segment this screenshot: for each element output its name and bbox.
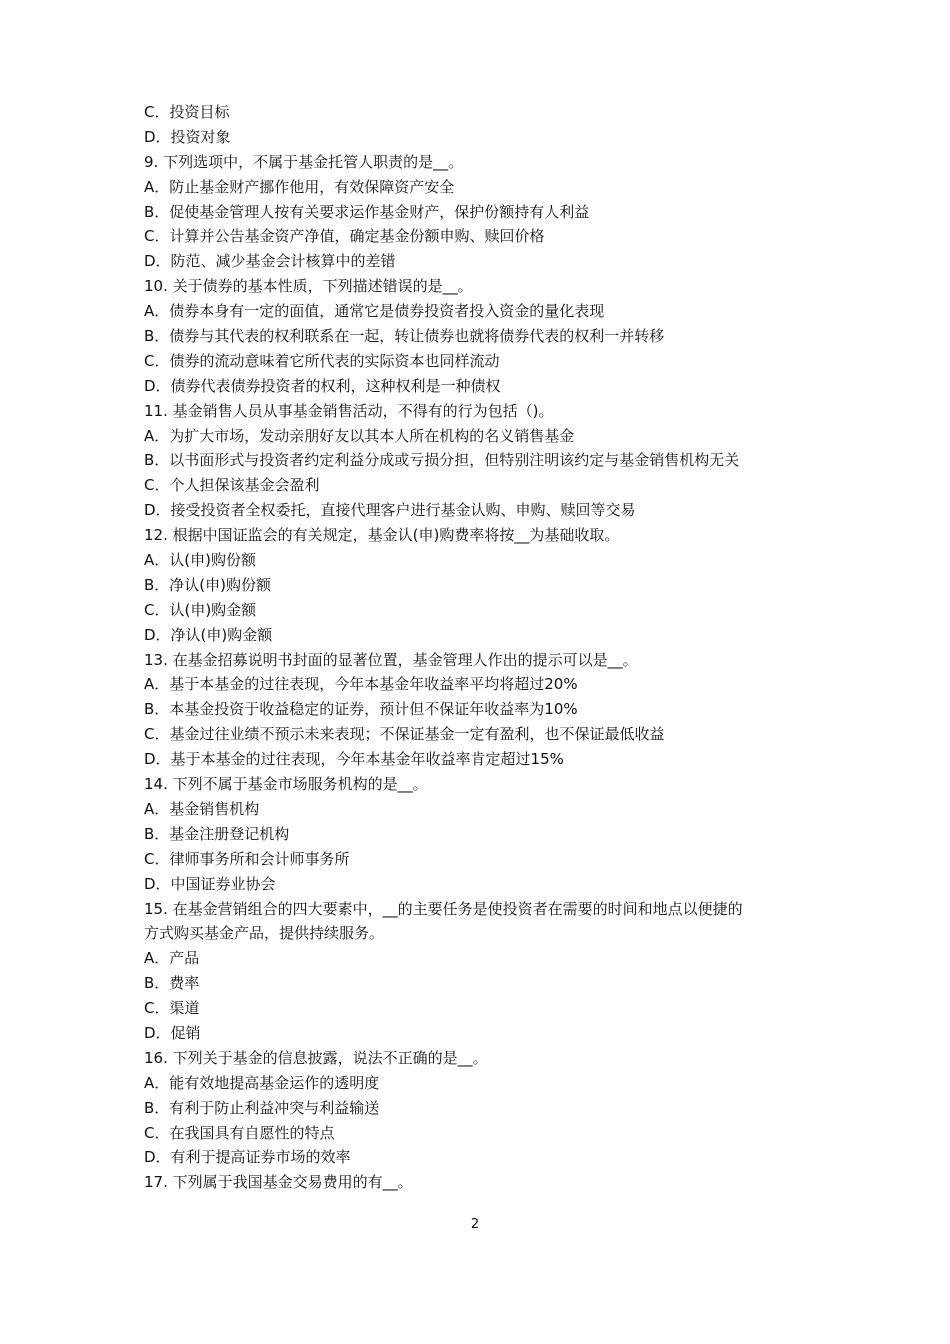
question-line-continued: 方式购买基金产品，提供持续服务。 [144, 924, 385, 943]
text-line: B．费率 [144, 974, 200, 993]
text-line: C．认(申)购金额 [144, 600, 257, 619]
text-line: C．投资目标 [144, 103, 230, 121]
question-line: 9. 下列选项中，不属于基金托管人职责的是__。 [144, 152, 464, 171]
text-line: A．为扩大市场，发动亲朋好友以其本人所在机构的名义销售基金 [144, 426, 575, 445]
question-line: 13. 在基金招募说明书封面的显著位置，基金管理人作出的提示可以是__。 [144, 650, 638, 669]
text-line: B．基金注册登记机构 [144, 824, 290, 843]
text-line: D．接受投资者全权委托，直接代理客户进行基金认购、申购、赎回等交易 [144, 501, 636, 520]
text-line: D．中国证券业协会 [144, 874, 276, 893]
text-line: A．债券本身有一定的面值，通常它是债券投资者投入资金的量化表现 [144, 302, 605, 321]
text-line: A．能有效地提高基金运作的透明度 [144, 1073, 380, 1092]
text-line: B．本基金投资于收益稳定的证券，预计但不保证年收益率为10% [144, 700, 578, 719]
text-line: B．净认(申)购份额 [144, 575, 271, 594]
text-line: A．产品 [144, 949, 200, 968]
question-line: 15. 在基金营销组合的四大要素中，__的主要任务是使投资者在需要的时间和地点以便捷的 [144, 899, 743, 918]
question-line: 12. 根据中国证监会的有关规定，基金认(申)购费率将按__为基础收取。 [144, 526, 620, 545]
text-line: D．促销 [144, 1023, 201, 1042]
text-line: B．有利于防止利益冲突与利益输送 [144, 1098, 380, 1117]
question-line: 14. 下列不属于基金市场服务机构的是__。 [144, 775, 428, 794]
text-line: C．个人担保该基金会盈利 [144, 476, 320, 495]
document-body [144, 100, 824, 1195]
text-line: A．防止基金财产挪作他用，有效保障资产安全 [144, 177, 455, 196]
text-line: A．基于本基金的过往表现，今年本基金年收益率平均将超过20% [144, 675, 578, 694]
question-line: 16. 下列关于基金的信息披露，说法不正确的是__。 [144, 1048, 488, 1067]
question-line: 10. 关于债券的基本性质，下列描述错误的是__。 [144, 277, 473, 296]
text-line: C．在我国具有自愿性的特点 [144, 1123, 335, 1142]
text-line: D．有利于提高证券市场的效率 [144, 1148, 351, 1167]
text-line: D．债券代表债券投资者的权利，这种权利是一种债权 [144, 376, 501, 395]
text-line: B．债券与其代表的权利联系在一起，转让债券也就将债券代表的权利一并转移 [144, 327, 665, 346]
question-line: 17. 下列属于我国基金交易费用的有__。 [144, 1173, 413, 1192]
text-line: C．渠道 [144, 999, 200, 1018]
text-line: B．以书面形式与投资者约定利益分成或亏损分担，但特别注明该约定与基金销售机构无关 [144, 451, 740, 470]
text-line: D．净认(申)购金额 [144, 625, 273, 644]
question-line: 11. 基金销售人员从事基金销售活动，不得有的行为包括（)。 [144, 401, 554, 420]
text-line: C．债券的流动意味着它所代表的实际资本也同样流动 [144, 351, 500, 370]
text-line: B．促使基金管理人按有关要求运作基金财产，保护份额持有人利益 [144, 202, 590, 221]
text-line: C．计算并公告基金资产净值，确定基金份额申购、赎回价格 [144, 227, 545, 246]
text-line: D．投资对象 [144, 127, 231, 146]
text-line: C．基金过往业绩不预示未来表现；不保证基金一定有盈利，也不保证最低收益 [144, 725, 665, 744]
text-line: A．基金销售机构 [144, 799, 260, 818]
text-line: D．防范、减少基金会计核算中的差错 [144, 252, 396, 271]
text-line: C．律师事务所和会计师事务所 [144, 849, 350, 868]
page-number: 2 [470, 1217, 480, 1232]
text-line: D．基于本基金的过往表现，今年本基金年收益率肯定超过15% [144, 750, 564, 769]
text-line: A．认(申)购份额 [144, 551, 256, 570]
